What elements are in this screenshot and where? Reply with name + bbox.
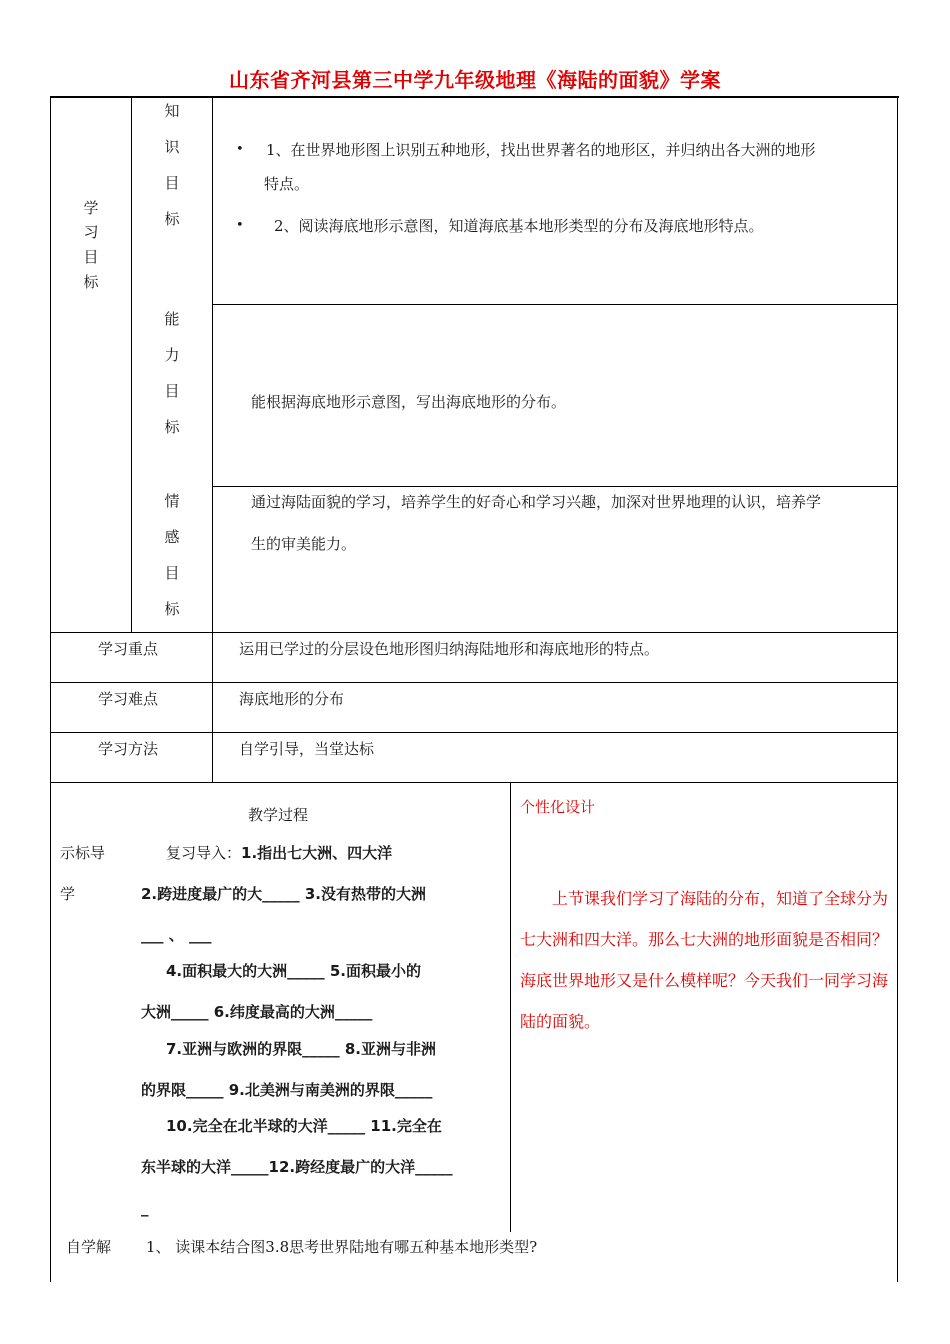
question-3-answer: ___ 、 ___	[141, 926, 212, 944]
table-left-border	[50, 96, 51, 1282]
knowledge-bottom-line	[212, 304, 898, 305]
process-design-divider	[510, 782, 511, 1232]
objectives-divider	[131, 96, 132, 632]
method-label: 学习方法	[98, 740, 159, 758]
focus-bottom-line	[50, 682, 898, 683]
knowledge-item-1-line1: 1、在世界地形图上识别五种地形，找出世界著名的地形区，并归纳出各大洲的地形	[266, 141, 816, 159]
bullet-icon: •	[236, 142, 244, 157]
difficulty-bottom-line	[50, 732, 898, 733]
personal-design-heading: 个性化设计	[520, 798, 596, 816]
question-7-8: 7.亚洲与欧洲的界限_____ 8.亚洲与非洲	[166, 1040, 436, 1058]
question-2-3: 2.跨进度最广的大_____ 3.没有热带的大洲	[141, 885, 426, 903]
lower-right-border	[897, 782, 898, 1282]
method-bottom-line	[50, 782, 898, 783]
question-4-5: 4.面积最大的大洲_____ 5.面积最小的	[166, 962, 421, 980]
knowledge-item-1-line2: 特点。	[264, 175, 310, 193]
question-10-11: 10.完全在北半球的大洋_____ 11.完全在	[166, 1117, 442, 1135]
question-12-tail: _	[141, 1199, 149, 1217]
self-study-label: 自学解	[66, 1238, 112, 1256]
emotion-goal-line2: 生的审美能力。	[251, 535, 357, 553]
table-top-border	[50, 96, 899, 98]
bullet-icon: •	[236, 218, 244, 233]
question-8-9: 的界限_____ 9.北美洲与南美洲的界限_____	[141, 1081, 433, 1099]
objectives-bottom-line	[50, 632, 898, 633]
side-label-line1: 示标导	[60, 844, 106, 862]
focus-label: 学习重点	[98, 640, 159, 658]
side-label-line2: 学	[60, 885, 76, 903]
table-right-border	[897, 96, 898, 783]
question-5-6: 大洲_____ 6.纬度最高的大洲_____	[141, 1003, 373, 1021]
difficulty-label: 学习难点	[98, 690, 159, 708]
self-study-question-1: 1、 读课本结合图3.8思考世界陆地有哪五种基本地形类型?	[146, 1238, 538, 1256]
ability-goal-text: 能根据海底地形示意图，写出海底地形的分布。	[251, 393, 567, 411]
focus-text: 运用已学过的分层设色地形图归纳海陆地形和海底地形的特点。	[239, 640, 660, 658]
question-11-12: 东半球的大洋_____12.跨经度最广的大洋_____	[141, 1158, 453, 1176]
method-text: 自学引导，当堂达标	[239, 740, 375, 758]
process-heading: 教学过程	[248, 806, 309, 824]
knowledge-item-2: 2、阅读海底地形示意图，知道海底基本地形类型的分布及海底地形特点。	[274, 217, 764, 235]
review-intro: 复习导入：1.指出七大洲、四大洋	[166, 844, 393, 862]
document-title: 山东省齐河县第三中学九年级地理《海陆的面貌》学案	[229, 68, 721, 92]
emotion-goal-line1: 通过海陆面貌的学习，培养学生的好奇心和学习兴趣，加深对世界地理的认识，培养学	[251, 493, 822, 511]
label-column-divider	[212, 96, 213, 783]
personal-design-paragraph: 上节课我们学习了海陆的分布，知道了全球分为七大洲和四大洋。那么七大洲的地形面貌是否相同？海底世界地形又是什么模样呢？今天我们一同学习海陆的面貌。	[520, 889, 889, 1031]
ability-bottom-line	[212, 486, 898, 487]
difficulty-text: 海底地形的分布	[239, 690, 345, 708]
